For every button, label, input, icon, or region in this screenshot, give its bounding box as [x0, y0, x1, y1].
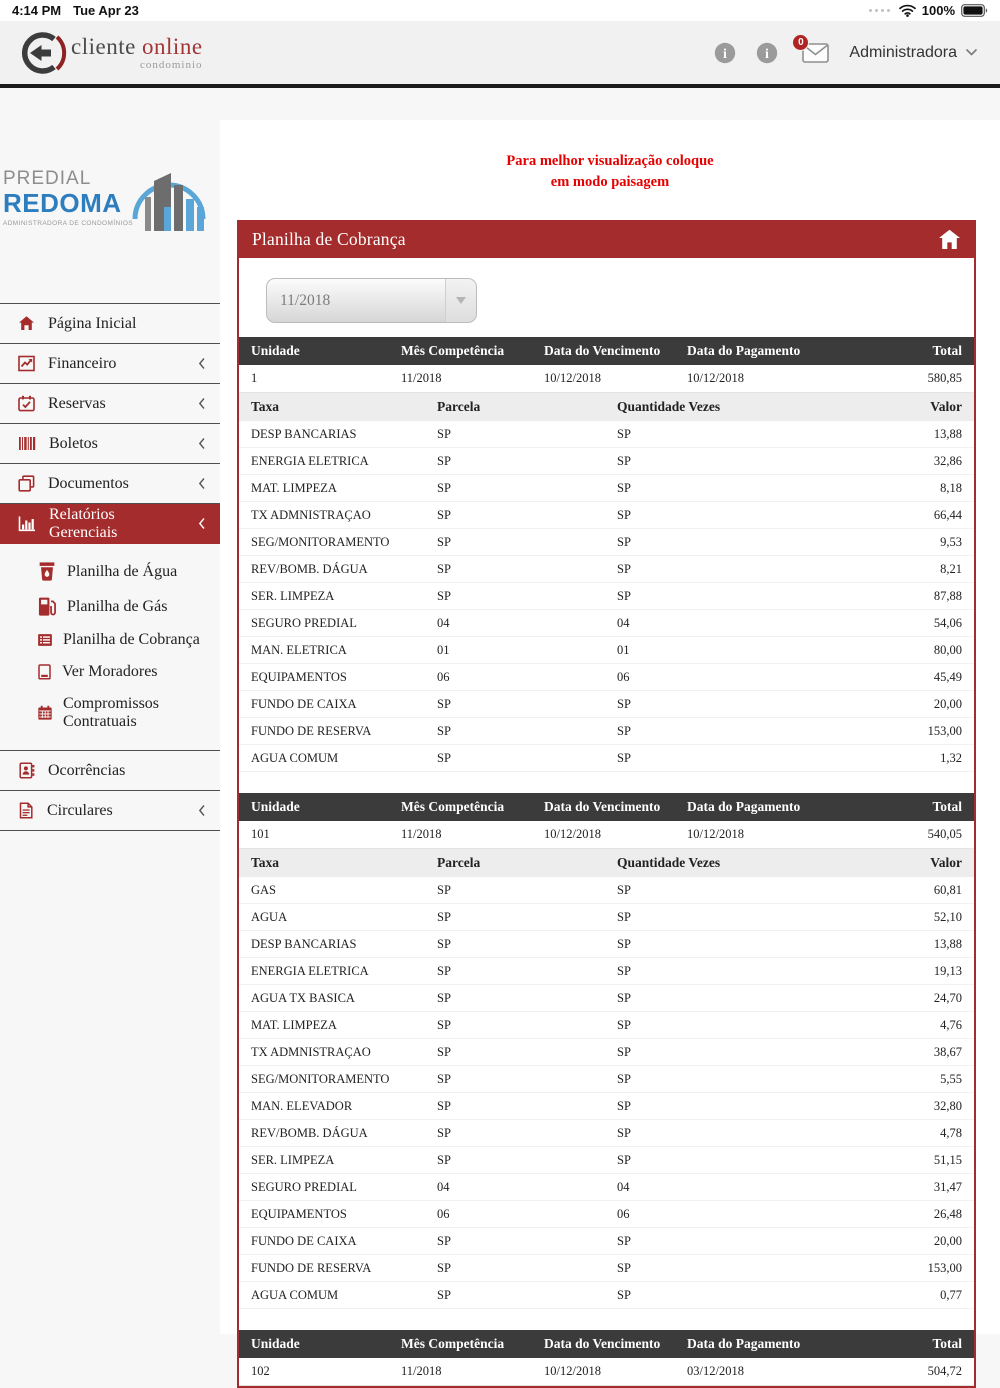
column-header: Data do Vencimento [532, 793, 675, 821]
detail-cell: 1,32 [835, 745, 974, 772]
detail-column-header: Valor [835, 393, 974, 421]
battery-icon [961, 4, 988, 17]
sidebar-item-ocorrencias[interactable]: Ocorrências [0, 751, 220, 791]
logo-line1: PREDIAL [2, 167, 92, 189]
relatorios-submenu [0, 544, 220, 751]
sidebar-item-boletos[interactable]: Boletos [0, 424, 220, 464]
detail-cell: MAN. ELETRICA [239, 637, 425, 664]
detail-cell: SP [605, 931, 835, 958]
unit-cell: 10/12/2018 [532, 821, 675, 849]
detail-cell: 01 [425, 637, 605, 664]
info-icon[interactable] [714, 42, 736, 64]
brand-logo [18, 30, 203, 76]
detail-cell: SP [605, 448, 835, 475]
detail-cell: SP [605, 502, 835, 529]
unit-table [239, 793, 974, 1309]
detail-cell: SP [605, 1066, 835, 1093]
column-header: Data do Pagamento [675, 337, 875, 365]
mail-badge: 0 [792, 34, 809, 51]
detail-cell: ENERGIA ELETRICA [239, 958, 425, 985]
submenu-item-ver-moradores[interactable]: Ver Moradores [0, 656, 220, 688]
detail-cell: SP [425, 1012, 605, 1039]
column-header: Total [875, 1330, 974, 1358]
sidebar-item-relatorios-gerenciais[interactable]: Relatórios Gerenciais [0, 504, 220, 544]
table-row [239, 985, 974, 1012]
detail-column-header: Quantidade Vezes [605, 849, 835, 877]
detail-cell: 32,80 [835, 1093, 974, 1120]
detail-cell: DESP BANCARIAS [239, 421, 425, 448]
planilha-card [237, 220, 976, 1388]
column-header: Mês Competência [389, 1330, 532, 1358]
column-header: Total [875, 793, 974, 821]
detail-cell: 60,81 [835, 877, 974, 904]
detail-cell: 9,53 [835, 529, 974, 556]
table-row [239, 1012, 974, 1039]
table-row [239, 583, 974, 610]
detail-cell: SP [425, 1282, 605, 1309]
detail-cell: SP [605, 529, 835, 556]
unit-cell: 11/2018 [389, 365, 532, 393]
detail-cell: AGUA TX BASICA [239, 985, 425, 1012]
unit-cell: 10/12/2018 [532, 1358, 675, 1386]
detail-cell: SP [425, 1093, 605, 1120]
detail-cell: SEGURO PREDIAL [239, 1174, 425, 1201]
detail-cell: 04 [425, 1174, 605, 1201]
sidebar-item-documentos[interactable]: Documentos [0, 464, 220, 504]
detail-column-header: Taxa [239, 849, 425, 877]
detail-cell: 80,00 [835, 637, 974, 664]
detail-cell: TX ADMNISTRAÇAO [239, 502, 425, 529]
detail-cell: AGUA [239, 904, 425, 931]
unit-cell: 504,72 [875, 1358, 974, 1386]
detail-cell: 26,48 [835, 1201, 974, 1228]
detail-cell: SP [605, 1039, 835, 1066]
table-row [239, 1066, 974, 1093]
detail-cell: 06 [425, 664, 605, 691]
detail-cell: SP [605, 1255, 835, 1282]
detail-cell: 04 [605, 1174, 835, 1201]
detail-cell: SP [605, 556, 835, 583]
detail-cell: SP [605, 583, 835, 610]
column-header: Data do Vencimento [532, 1330, 675, 1358]
table-row [239, 1120, 974, 1147]
spreadsheet-icon [37, 632, 53, 648]
detail-cell: REV/BOMB. DÁGUA [239, 556, 425, 583]
detail-cell: SP [425, 502, 605, 529]
table-row [239, 877, 974, 904]
detail-cell: 01 [605, 637, 835, 664]
table-row [239, 556, 974, 583]
detail-cell: SP [605, 1120, 835, 1147]
detail-cell: SP [605, 1147, 835, 1174]
column-header: Data do Pagamento [675, 793, 875, 821]
detail-cell: 5,55 [835, 1066, 974, 1093]
detail-cell: 8,21 [835, 556, 974, 583]
chevron-left-icon [198, 477, 206, 490]
detail-cell: 04 [425, 610, 605, 637]
table-row [239, 475, 974, 502]
table-row [239, 1201, 974, 1228]
table-row [239, 745, 974, 772]
detail-cell: 51,15 [835, 1147, 974, 1174]
table-row [239, 529, 974, 556]
status-bar [0, 0, 1000, 21]
content-panel [220, 120, 1000, 1378]
detail-cell: 66,44 [835, 502, 974, 529]
chevron-down-icon [965, 48, 978, 57]
detail-cell: 4,78 [835, 1120, 974, 1147]
detail-cell: SER. LIMPEZA [239, 583, 425, 610]
detail-cell: SP [605, 745, 835, 772]
account-menu[interactable] [849, 44, 978, 62]
main-area [220, 92, 1000, 1378]
orientation-notice: Para melhor visualização coloque em modo paisagem [506, 153, 714, 190]
table-row [239, 1255, 974, 1282]
detail-cell: SP [605, 904, 835, 931]
detail-cell: SP [605, 421, 835, 448]
detail-cell: SEGURO PREDIAL [239, 610, 425, 637]
detail-cell: 19,13 [835, 958, 974, 985]
svg-text:i: i [765, 46, 770, 62]
detail-header-row [239, 849, 974, 877]
column-header: Mês Competência [389, 793, 532, 821]
detail-cell: 06 [605, 664, 835, 691]
detail-cell: 31,47 [835, 1174, 974, 1201]
detail-cell: SP [425, 1120, 605, 1147]
battery-percent: 100% [921, 3, 955, 18]
column-header: Data do Pagamento [675, 1330, 875, 1358]
detail-cell: SP [605, 1012, 835, 1039]
sidebar-item-financeiro[interactable]: Financeiro [0, 344, 220, 384]
detail-cell: SP [425, 556, 605, 583]
detail-cell: SP [425, 1066, 605, 1093]
detail-cell: SP [425, 475, 605, 502]
detail-cell: MAT. LIMPEZA [239, 475, 425, 502]
gas-pump-icon [37, 596, 57, 617]
brand-name: cliente online [71, 33, 203, 59]
detail-cell: 45,49 [835, 664, 974, 691]
month-select[interactable] [266, 278, 477, 323]
unit-cell: 10/12/2018 [675, 365, 875, 393]
detail-cell: SEG/MONITORAMENTO [239, 1066, 425, 1093]
detail-cell: 06 [425, 1201, 605, 1228]
unit-table [239, 337, 974, 772]
unit-cell: 11/2018 [389, 1358, 532, 1386]
status-date: Tue Apr 23 [73, 3, 139, 18]
account-label: Administradora [849, 43, 957, 61]
unit-header-row [239, 337, 974, 365]
column-header: Unidade [239, 337, 389, 365]
submenu-item-planilha-agua[interactable]: Planilha de Água [0, 554, 220, 589]
bar-chart-icon [18, 515, 36, 532]
mail-icon[interactable] [798, 36, 829, 63]
detail-cell: SP [605, 718, 835, 745]
cellular-signal-icon [869, 9, 890, 12]
unit-header-row [239, 793, 974, 821]
detail-cell: SP [425, 583, 605, 610]
detail-cell: DESP BANCARIAS [239, 931, 425, 958]
unit-summary-row [239, 365, 974, 393]
sidebar [0, 92, 220, 1334]
detail-cell: GAS [239, 877, 425, 904]
logo-line2: REDOMA [2, 187, 122, 218]
detail-cell: 52,10 [835, 904, 974, 931]
detail-cell: 54,06 [835, 610, 974, 637]
table-row [239, 502, 974, 529]
unit-cell: 580,85 [875, 365, 974, 393]
table-row [239, 637, 974, 664]
detail-cell: AGUA COMUM [239, 1282, 425, 1309]
logo-caption: ADMINISTRADORA DE CONDOMÍNIOS [2, 220, 134, 228]
detail-cell: 4,76 [835, 1012, 974, 1039]
detail-cell: SP [605, 1282, 835, 1309]
table-row [239, 448, 974, 475]
page-title: Planilha de Cobrança [252, 228, 406, 249]
detail-cell: 87,88 [835, 583, 974, 610]
detail-cell: SP [425, 691, 605, 718]
detail-cell: SP [425, 421, 605, 448]
chevron-left-icon [198, 804, 206, 817]
unit-cell: 11/2018 [389, 821, 532, 849]
detail-cell: 06 [605, 1201, 835, 1228]
column-header: Mês Competência [389, 337, 532, 365]
detail-cell: FUNDO DE CAIXA [239, 1228, 425, 1255]
detail-cell: EQUIPAMENTOS [239, 664, 425, 691]
table-row [239, 664, 974, 691]
detail-cell: SP [425, 904, 605, 931]
detail-column-header: Parcela [425, 393, 605, 421]
detail-cell: MAN. ELEVADOR [239, 1093, 425, 1120]
documents-icon [18, 475, 35, 492]
detail-cell: 04 [605, 610, 835, 637]
detail-cell: FUNDO DE RESERVA [239, 1255, 425, 1282]
unit-cell: 10/12/2018 [675, 821, 875, 849]
detail-cell: SP [605, 1093, 835, 1120]
chevron-down-icon [445, 279, 476, 322]
chart-line-icon [18, 355, 35, 372]
table-row [239, 1093, 974, 1120]
detail-cell: 24,70 [835, 985, 974, 1012]
detail-column-header: Taxa [239, 393, 425, 421]
detail-cell: ENERGIA ELETRICA [239, 448, 425, 475]
table-row [239, 718, 974, 745]
detail-cell: MAT. LIMPEZA [239, 1012, 425, 1039]
detail-column-header: Valor [835, 849, 974, 877]
table-row [239, 1282, 974, 1309]
status-time: 4:14 PM [12, 3, 62, 18]
calendar-check-icon [18, 395, 35, 412]
sidebar-menu [0, 303, 220, 831]
predial-redoma-logo [0, 92, 220, 303]
detail-cell: REV/BOMB. DÁGUA [239, 1120, 425, 1147]
svg-text:i: i [723, 46, 728, 62]
info-icon[interactable] [756, 42, 778, 64]
detail-cell: 13,88 [835, 421, 974, 448]
detail-cell: SP [605, 475, 835, 502]
address-book-icon [18, 762, 35, 779]
unit-table [239, 1330, 974, 1386]
detail-cell: SP [605, 1228, 835, 1255]
column-header: Unidade [239, 1330, 389, 1358]
table-row [239, 1147, 974, 1174]
table-row [239, 958, 974, 985]
detail-cell: SP [605, 958, 835, 985]
table-row [239, 904, 974, 931]
detail-cell: SP [425, 718, 605, 745]
detail-cell: 153,00 [835, 718, 974, 745]
home-icon[interactable] [938, 229, 961, 250]
detail-header-row [239, 393, 974, 421]
table-row [239, 931, 974, 958]
sidebar-item-pagina-inicial[interactable]: Página Inicial [0, 304, 220, 344]
detail-cell: TX ADMNISTRAÇAO [239, 1039, 425, 1066]
chevron-left-icon [198, 517, 206, 530]
unit-summary-table [239, 337, 974, 393]
chevron-left-icon [198, 397, 206, 410]
table-row [239, 1174, 974, 1201]
detail-cell: SP [425, 931, 605, 958]
table-row [239, 691, 974, 718]
detail-cell: SP [605, 877, 835, 904]
card-banner [239, 220, 974, 258]
detail-cell: SER. LIMPEZA [239, 1147, 425, 1174]
unit-cell: 03/12/2018 [675, 1358, 875, 1386]
detail-cell: FUNDO DE RESERVA [239, 718, 425, 745]
detail-cell: SP [425, 745, 605, 772]
table-row [239, 421, 974, 448]
unit-summary-row [239, 821, 974, 849]
detail-column-header: Parcela [425, 849, 605, 877]
detail-cell: SP [425, 448, 605, 475]
submenu-item-planilha-cobranca[interactable]: Planilha de Cobrança [0, 624, 220, 656]
calendar-icon [37, 705, 53, 721]
unit-detail-table [239, 393, 974, 772]
detail-cell: SP [425, 1147, 605, 1174]
detail-cell: SP [425, 958, 605, 985]
brand-swirl-icon [18, 30, 64, 76]
unit-summary-row [239, 1358, 974, 1386]
detail-cell: 20,00 [835, 691, 974, 718]
detail-cell: 20,00 [835, 1228, 974, 1255]
app-header [0, 21, 1000, 88]
detail-cell: SP [425, 529, 605, 556]
unit-cell: 101 [239, 821, 389, 849]
unit-cell: 540,05 [875, 821, 974, 849]
detail-cell: 153,00 [835, 1255, 974, 1282]
submenu-item-planilha-gas[interactable]: Planilha de Gás [0, 589, 220, 624]
unit-cell: 102 [239, 1358, 389, 1386]
detail-cell: SP [425, 1255, 605, 1282]
document-lines-icon [18, 802, 34, 819]
detail-cell: SP [605, 691, 835, 718]
unit-summary-table [239, 793, 974, 849]
home-icon [18, 315, 35, 332]
sidebar-item-circulares[interactable]: Circulares [0, 791, 220, 831]
detail-cell: FUNDO DE CAIXA [239, 691, 425, 718]
table-row [239, 1039, 974, 1066]
column-header: Data do Vencimento [532, 337, 675, 365]
water-bucket-icon [37, 561, 57, 582]
table-row [239, 610, 974, 637]
detail-cell: 8,18 [835, 475, 974, 502]
table-row [239, 1228, 974, 1255]
detail-cell: EQUIPAMENTOS [239, 1201, 425, 1228]
chevron-left-icon [198, 357, 206, 370]
billing-tables [239, 337, 974, 1386]
detail-cell: SP [425, 985, 605, 1012]
detail-cell: 38,67 [835, 1039, 974, 1066]
detail-cell: SEG/MONITORAMENTO [239, 529, 425, 556]
column-header: Unidade [239, 793, 389, 821]
unit-detail-table [239, 849, 974, 1309]
detail-cell: AGUA COMUM [239, 745, 425, 772]
detail-cell: 0,77 [835, 1282, 974, 1309]
unit-summary-table [239, 1330, 974, 1386]
unit-header-row [239, 1330, 974, 1358]
detail-cell: 32,86 [835, 448, 974, 475]
month-select-value: 11/2018 [280, 291, 331, 309]
residents-doc-icon [37, 664, 52, 680]
detail-cell: SP [605, 985, 835, 1012]
detail-cell: SP [425, 1039, 605, 1066]
submenu-item-compromissos-contratuais[interactable]: Compromissos Contratuais [0, 688, 220, 738]
detail-column-header: Quantidade Vezes [605, 393, 835, 421]
detail-cell: SP [425, 1228, 605, 1255]
brand-subtitle: condominio [139, 58, 203, 71]
chevron-left-icon [198, 437, 206, 450]
column-header: Total [875, 337, 974, 365]
wifi-icon [899, 4, 916, 17]
unit-cell: 10/12/2018 [532, 365, 675, 393]
sidebar-item-reservas[interactable]: Reservas [0, 384, 220, 424]
detail-cell: SP [425, 877, 605, 904]
detail-cell: 13,88 [835, 931, 974, 958]
unit-cell: 1 [239, 365, 389, 393]
barcode-icon [18, 435, 36, 452]
